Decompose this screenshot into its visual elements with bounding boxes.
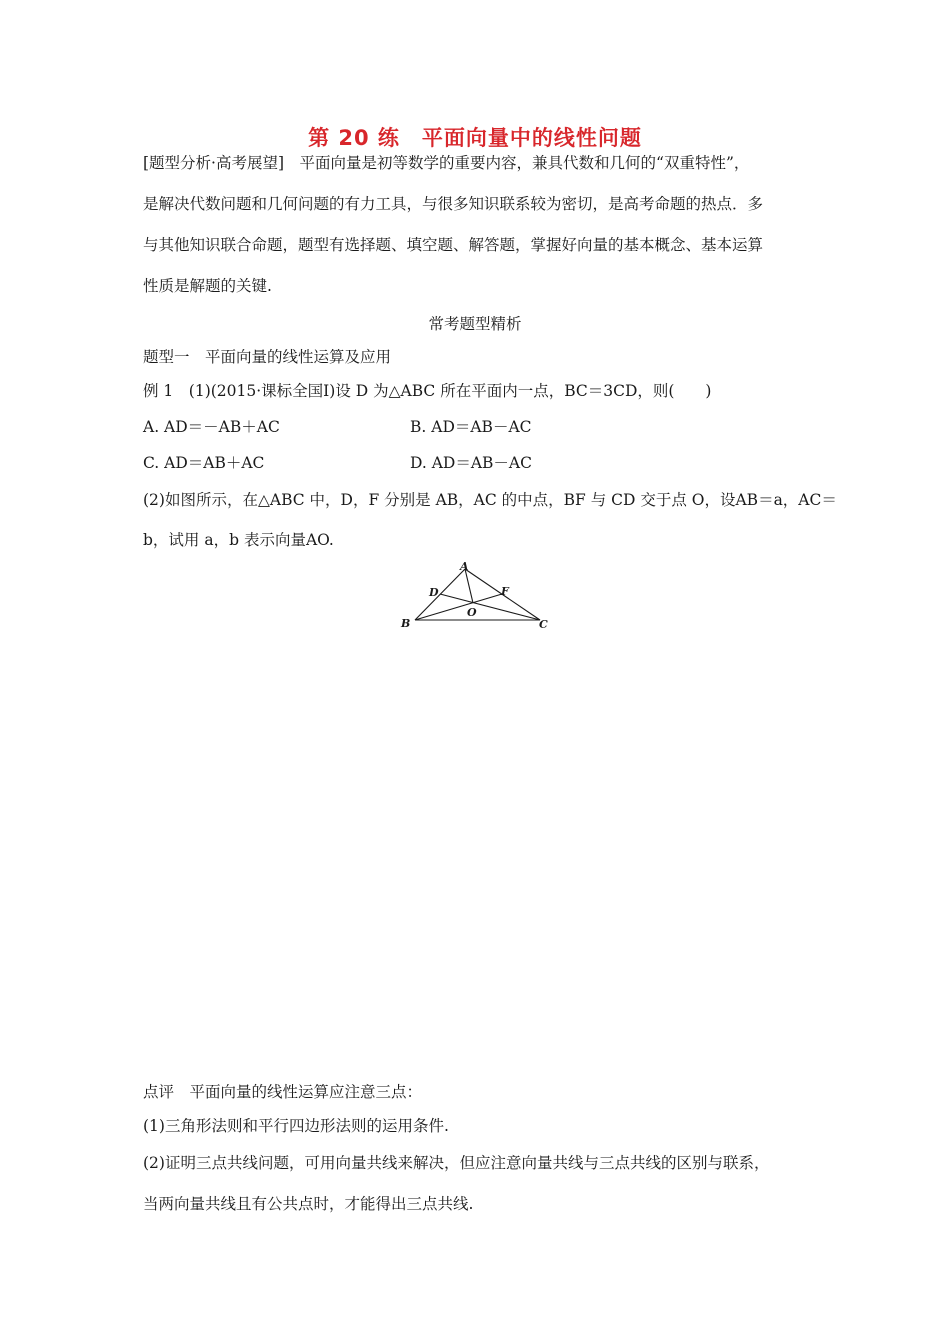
label-b: B: [401, 617, 411, 630]
label-f: F: [501, 585, 509, 598]
topic-heading: 题型一 平面向量的线性运算及应用: [143, 348, 392, 366]
triangle-figure: [395, 560, 557, 632]
label-o: O: [467, 606, 477, 619]
remark-line-1: (1)三角形法则和平行四边形法则的运用条件.: [143, 1117, 449, 1135]
intro-line-2: 是解决代数问题和几何问题的有力工具，与很多知识联系较为密切，是高考命题的热点．多: [143, 195, 764, 213]
triangle-diagram: [395, 560, 557, 632]
remark-line-3: 当两向量共线且有公共点时，才能得出三点共线.: [143, 1195, 474, 1213]
intro-line-3: 与其他知识联合命题，题型有选择题、填空题、解答题，掌握好向量的基本概念、基本运算: [143, 236, 764, 254]
option-b: B. AD＝AB－AC: [410, 418, 532, 436]
remark-title: 点评 平面向量的线性运算应注意三点：: [143, 1083, 423, 1101]
remark-line-2: (2)证明三点共线问题，可用向量共线来解决，但应注意向量共线与三点共线的区别与联系，: [143, 1154, 770, 1172]
label-d: D: [429, 586, 439, 599]
section-heading: 常考题型精析: [428, 315, 522, 333]
option-a: A. AD＝－AB＋AC: [143, 418, 280, 436]
intro-line-4: 性质是解题的关键.: [143, 277, 272, 295]
option-d: D. AD＝AB－AC: [410, 454, 532, 472]
label-a: A: [460, 560, 469, 573]
option-c: C. AD＝AB＋AC: [143, 454, 265, 472]
part-2-line-2: b，试用 a，b 表示向量AO.: [143, 531, 334, 549]
example-1-question: 例 1 (1)(2015·课标全国Ⅰ)设 D 为△ABC 所在平面内一点，BC＝3CD，则( ): [143, 382, 712, 400]
intro-line-1: [题型分析·高考展望] 平面向量是初等数学的重要内容，兼具代数和几何的“双重特性”，: [143, 154, 750, 172]
page-title: 第 20 练 平面向量中的线性问题: [308, 126, 642, 150]
part-2-line-1: (2)如图所示，在△ABC 中，D，F 分别是 AB，AC 的中点，BF 与 CD 交于点 O，设AB＝a，AC＝: [143, 491, 837, 509]
label-c: C: [539, 618, 548, 631]
